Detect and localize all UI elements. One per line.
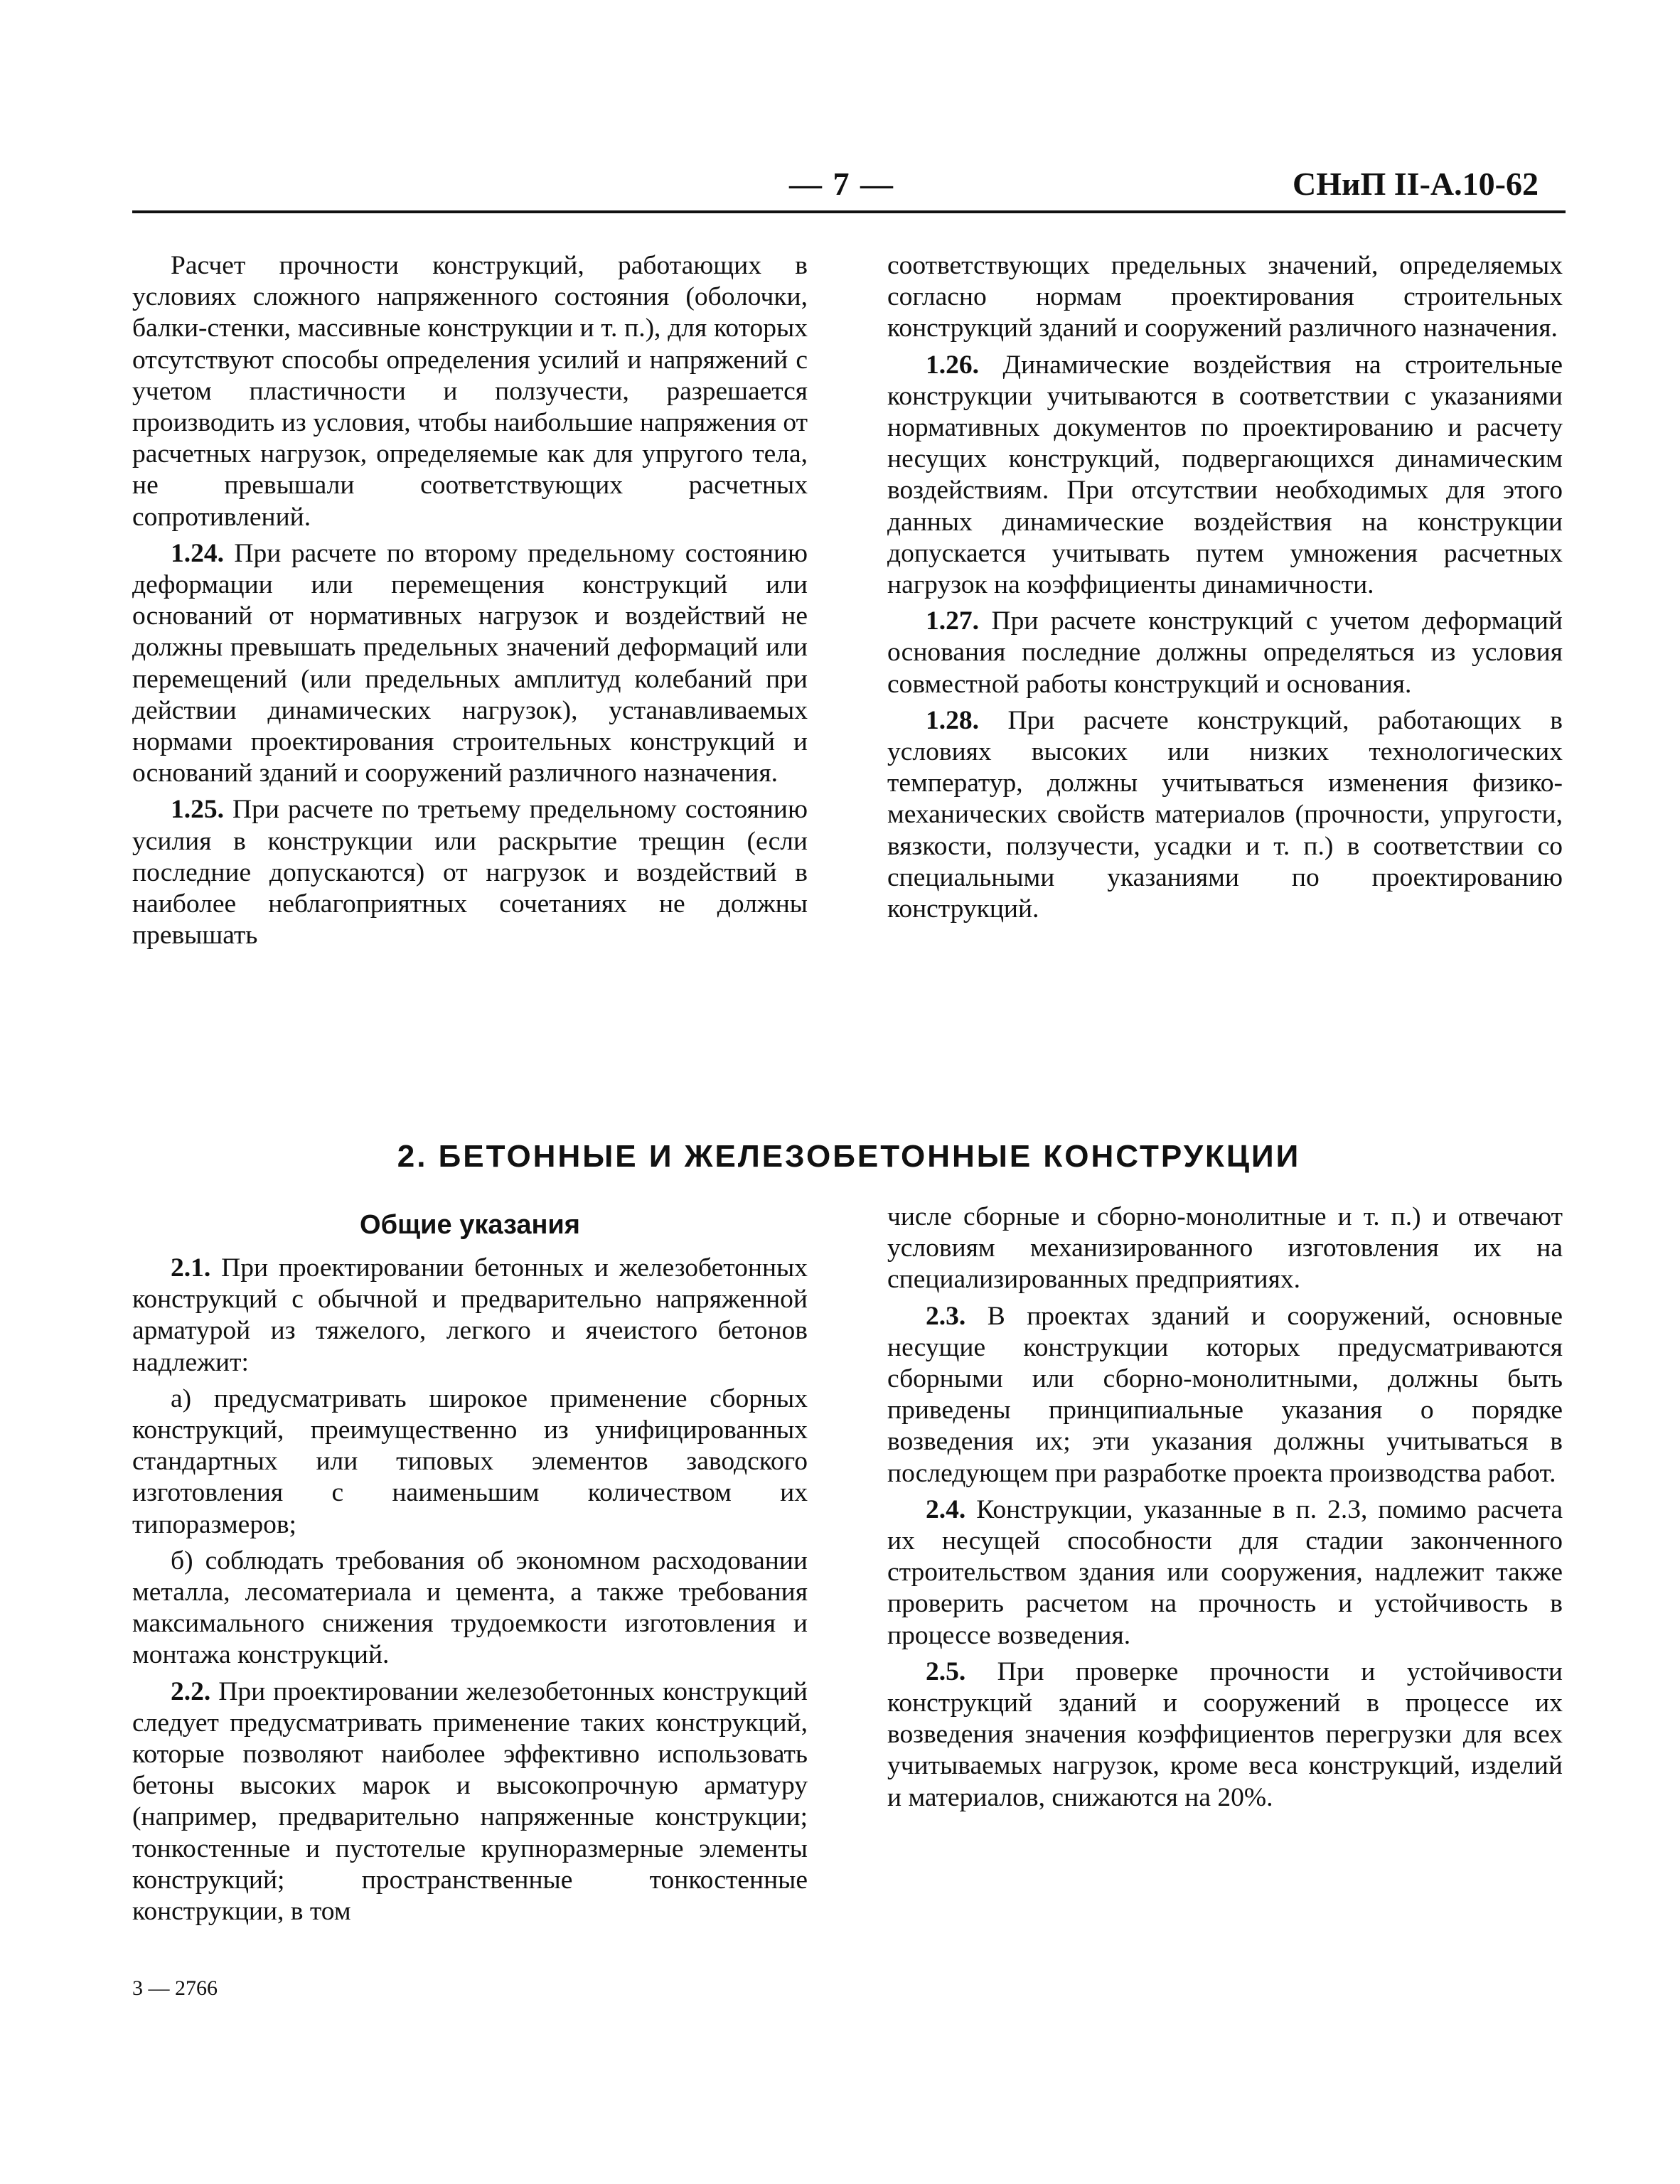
paragraph-number: 2.1. [171,1253,211,1283]
paragraph-number: 2.3. [926,1301,966,1331]
paragraph-continuation: соответствующих предельных значений, определяемых согласно нормам проектирования строительных конструкций зданий и сооружений различного назначения. [887,251,1563,343]
paragraph: Расчет прочности конструкций, работающих в условиях сложного напряженного состояния (оболочки, балки-стенки, массивные конструкции и т. п.), для которых отсутствуют способы определения усилий и напряжений с учетом пластичности и ползучести, разрешается производить из условия, чтобы наибольшие напряжения от расчетных нагрузок, определяемые как для упругого тела, не превышали соответствующих расчетных сопротивлений. [132,251,808,532]
paragraph-number: 1.27. [926,606,979,636]
paragraph-number: 1.25. [171,795,224,825]
paragraph-number: 1.28. [926,705,979,735]
column-top-left [132,250,808,956]
paragraph-text: Конструкции, указанные в п. 2.3, помимо расчета их несущей способности для стадии законченного строительством здания или сооружения, надлежит также проверить расчетом на прочность и устойчивость в процессе возведения. [887,1494,1563,1650]
section-title: 2. БЕТОННЫЕ И ЖЕЛЕЗОБЕТОННЫЕ КОНСТРУКЦИИ [397,1139,1301,1174]
paragraph-number: 2.2. [171,1676,211,1706]
list-item-b: б) соблюдать требования об экономном расходовании металла, лесоматериала и цемента, а также требования максимального снижения трудоемкости изготовления и монтажа конструкций. [132,1546,808,1670]
paragraph-text: При проверке прочности и устойчивости конструкций зданий и сооружений в процессе их возведения значения коэффициентов перегрузки для всех учитываемых нагрузок, кроме веса конструкций, изделий и материалов, снижаются на 20%. [887,1656,1563,1812]
paragraph-1-25 [132,794,808,951]
paragraph-number: 1.24. [171,538,224,568]
paragraph-text: При расчете конструкций с учетом деформаций основания последние должны определяться из условия совместной работы конструкций и основания. [887,606,1563,699]
column-top-right [887,250,1563,930]
paragraph-text: При проектировании бетонных и железобетонных конструкций с обычной и предварительно напряженной арматурой из тяжелого, легкого и ячеистого бетонов надлежит: [132,1253,808,1377]
list-item-a: а) предусматривать широкое применение сборных конструкций, преимущественно из унифицированных стандартных или типовых элементов заводского изготовления с наименьшим количеством их типоразмеров; [132,1383,808,1539]
paragraph-1-24 [132,538,808,790]
subheading: Общие указания [360,1210,580,1240]
column-bottom-right [887,1201,1563,1819]
document-code: СНиП II-А.10-62 [1293,166,1539,202]
paragraph-2-3 [887,1301,1563,1489]
paragraph-2-1 [132,1253,808,1379]
paragraph-1-26 [887,350,1563,601]
paragraph-number: 2.5. [926,1656,966,1686]
paragraph-text: При расчете конструкций, работающих в условиях высоких или низких технологических температур, должны учитываться изменения физико-механических свойств материалов (прочности, упругости, вязкости, ползучести, усадки и т. п.) в соответствии со специальными указаниями по проектированию конструкций. [887,705,1563,924]
printer-signature: 3 — 2766 [132,1976,218,2000]
paragraph-text: В проектах зданий и сооружений, основные несущие конструкции которых предусматриваются сборными или сборно-монолитными, должны быть приведены принципиальные указания о порядке возведения их; эти указания должны учитываться в последующем при разработке проекта производства работ. [887,1301,1563,1488]
paragraph-text: При проектировании железобетонных конструкций следует предусматривать применение таких конструкций, которые позволяют наиболее эффективно использовать бетоны высоких марок и высокопрочную арматуру (например, предварительно напряженные конструкции; тонкостенные и пустотелые крупноразмерные элементы конструкций; пространственные тонкостенные конструкции, в том [132,1676,808,1927]
column-bottom-left [132,1253,808,1932]
paragraph-text: При расчете по третьему предельному состоянию усилия в конструкции или раскрытие трещин (если последние допускаются) от нагрузок и воздействий в наиболее неблагоприятных сочетаниях не должны превышать [132,795,808,951]
paragraph-continuation: числе сборные и сборно-монолитные и т. п.) и отвечают условиям механизированного изготовления их на специализированных предприятиях. [887,1202,1563,1295]
paragraph-text: Динамические воздействия на строительные конструкции учитываются в соответствии с указаниями нормативных документов по проектированию и расчету несущих конструкций, подвергающихся динамическим воздействиям. При отсутствии необходимых для этого данных динамические воздействия на конструкции допускается учитывать путем умножения расчетных нагрузок на коэффициенты динамичности. [887,350,1563,600]
paragraph-2-5 [887,1656,1563,1814]
paragraph-2-2 [132,1676,808,1928]
page-number: — 7 — [789,166,894,202]
paragraph-number: 1.26. [926,350,979,380]
paragraph-1-28 [887,705,1563,925]
paragraph-text: При расчете по второму предельному состоянию деформации или перемещения конструкций или оснований от нормативных нагрузок и воздействий не должны превышать предельных значений деформаций или перемещений (или предельных амплитуд колебаний при действии динамических нагрузок), устанавливаемых нормами проектирования строительных конструкций и оснований зданий и сооружений различного назначения. [132,538,808,788]
header-rule [132,210,1566,213]
paragraph-1-27 [887,606,1563,700]
paragraph-2-4 [887,1494,1563,1652]
paragraph-number: 2.4. [926,1494,966,1524]
